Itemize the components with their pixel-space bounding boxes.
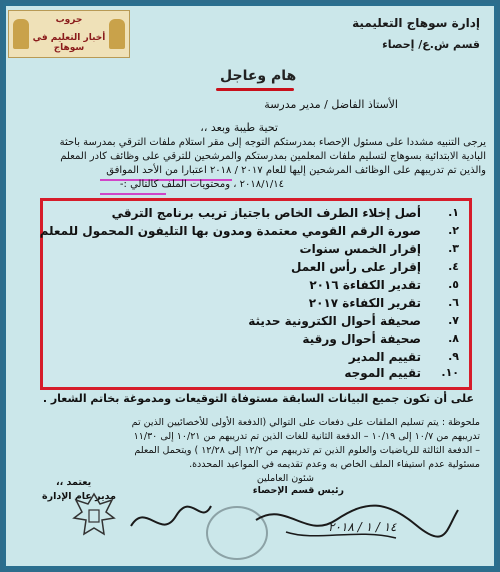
approved-label: يعتمد ،، xyxy=(56,477,92,488)
salutation: الأستاذ الفاضل / مدير مدرسة xyxy=(264,98,398,111)
stats-head-label: رئيس قسم الإحصاء xyxy=(252,485,344,496)
director-signature xyxy=(126,496,216,546)
handwritten-date: ١٤ / ١ / ٢٠١٨ xyxy=(328,520,397,534)
item-number: ٤. xyxy=(448,260,459,273)
director-title: مدير عام الإدارة xyxy=(42,491,117,502)
item-number: ٣. xyxy=(448,242,459,255)
logo-line-1: جروب xyxy=(55,15,83,25)
item-label: صحيفة أحوال الكترونية حديثة xyxy=(248,314,421,328)
item-number: ٨. xyxy=(448,332,459,345)
paragraph-line-2: البادية الابتدائية بسوهاج لتسليم ملفات المعلمين بمدرستكم والمرشحين للترقي على وظائف كادر المعلم xyxy=(60,151,486,162)
list-item xyxy=(43,296,469,314)
note-line-2: تدريبهم من ١٠/٧ إلى ١٠/١٩ – الدفعة الثانية للغات الذين تم تدريبهم من ١٠/٢١ إلى ١١/٣٠ xyxy=(133,431,480,442)
item-label: تقييم المدير xyxy=(348,350,421,364)
document-title: هام وعاجل xyxy=(220,68,297,84)
logo-line-2: أخبار التعليم في سوهاج xyxy=(32,33,106,53)
title-underline xyxy=(216,88,294,91)
department-name: إدارة سوهاج التعليمية xyxy=(352,16,480,30)
date-underline xyxy=(100,193,166,195)
note-line-3: – الدفعة الثالثة للرياضيات والعلوم الذين تم تدريبهم من ١٢/٢ إلى ١٢/٢٨ ) ويتحمل المعلم xyxy=(134,445,480,456)
item-number: ١٠. xyxy=(441,366,459,379)
item-number: ١. xyxy=(448,206,459,219)
item-label: إقرار على رأس العمل xyxy=(291,260,421,274)
document-page xyxy=(6,6,494,566)
item-label: صحيفة أحوال ورقية xyxy=(302,332,421,346)
list-item xyxy=(43,206,469,224)
paragraph-line-4: ٢٠١٨/١/١٤ ، ومحتويات الملف كالتالي :- xyxy=(119,179,284,190)
list-item xyxy=(43,260,469,278)
item-label: تقرير الكفاءة ٢٠١٧ xyxy=(308,296,421,310)
item-label: إقرار الخمس سنوات xyxy=(299,242,421,256)
list-item xyxy=(39,224,469,242)
greeting: تحية طيبة وبعد ،، xyxy=(200,121,278,134)
file-contents-box xyxy=(40,198,472,390)
item-label: أصل إخلاء الطرف الخاص باجتياز تريب برنامج الترقي xyxy=(111,206,421,220)
item-label: صورة الرقم القومي معتمدة ومدون بها التليفون المحمول للمعلم xyxy=(39,224,421,238)
item-number: ٧. xyxy=(448,314,459,327)
item-label: تقييم الموجه xyxy=(344,366,421,380)
paragraph-line-1: يرجى التنبيه مشددا على مسئول الإحصاء بمدرستكم التوجه إلى مقر استلام ملفات الترقي بمدرسة باحثة xyxy=(59,137,486,148)
list-item xyxy=(43,332,469,350)
workers-affairs-label: شئون العاملين xyxy=(256,473,314,484)
item-number: ٥. xyxy=(448,278,459,291)
item-number: ٩. xyxy=(448,350,459,363)
note-line-1: ملحوظة : يتم تسليم الملفات على دفعات على التوالي (الدفعة الأولى للأخصائيين الذين تم xyxy=(131,417,480,428)
eagle-seal-icon xyxy=(66,488,122,544)
section-name: قسم ش.ع/ إحصاء xyxy=(382,38,480,51)
item-number: ٦. xyxy=(448,296,459,309)
requirement-text: على أن تكون جميع البيانات السابقة مستوفاة التوقيعات ومدموغة بخاتم الشعار . xyxy=(42,392,474,405)
item-number: ٢. xyxy=(448,224,459,237)
list-item xyxy=(43,242,469,260)
note-line-4: مسئولية عدم استيفاء الملف الخاص به وعدم تقديمه في المواعيد المحددة. xyxy=(189,459,480,470)
list-item xyxy=(43,278,469,296)
item-label: تقدير الكفاءة ٢٠١٦ xyxy=(309,278,421,292)
list-item xyxy=(43,314,469,332)
group-logo xyxy=(8,10,130,58)
paragraph-line-3: والذين تم تدريبهم على الوظائف المرشحين إليها للعام ٢٠١٧ / ٢٠١٨ اعتبارا من الأحد الموافق xyxy=(106,165,486,176)
list-item xyxy=(43,366,469,384)
